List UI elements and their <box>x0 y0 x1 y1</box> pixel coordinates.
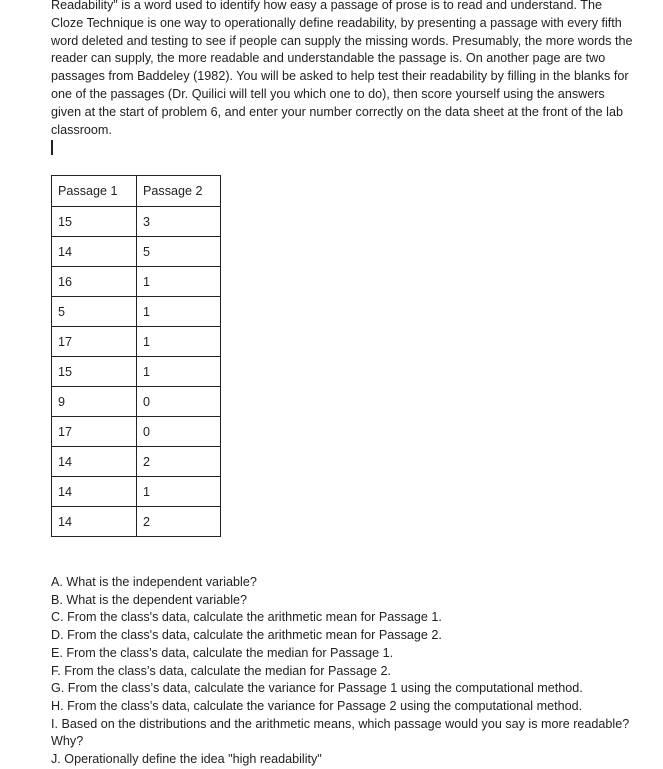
question-h: H. From the class’s data, calculate the variance for Passage 2 using the computational method. <box>51 698 583 713</box>
table-cell: 1 <box>137 357 221 387</box>
question-g: G. From the class’s data, calculate the variance for Passage 1 using the computational method. <box>51 681 583 696</box>
table-row <box>52 447 221 477</box>
table-row <box>52 507 221 537</box>
table-cell: 16 <box>52 267 137 297</box>
table-row <box>52 417 221 447</box>
table-cell: 0 <box>137 387 221 417</box>
passage-scores-table <box>51 175 221 537</box>
question-e: E. From the class’s data, calculate the median for Passage 1. <box>51 645 394 660</box>
table-row <box>52 477 221 507</box>
table-cell: 2 <box>137 447 221 477</box>
question-c: C. From the class's data, calculate the arithmetic mean for Passage 1. <box>51 610 442 625</box>
table-cell: 1 <box>137 297 221 327</box>
table-cell: 14 <box>52 237 137 267</box>
table-cell: 5 <box>137 237 221 267</box>
column-header-passage-1: Passage 1 <box>52 176 137 207</box>
question-f: F. From the class’s data, calculate the median for Passage 2. <box>51 663 391 678</box>
table-row <box>52 327 221 357</box>
table-cell: 14 <box>52 477 137 507</box>
table-cell: 2 <box>137 507 221 537</box>
table-cell: 14 <box>52 507 137 537</box>
table-cell: 1 <box>137 327 221 357</box>
table-cell: 0 <box>137 417 221 447</box>
table-cell: 9 <box>52 387 137 417</box>
question-b: B. What is the dependent variable? <box>51 592 248 607</box>
question-i: I. Based on the distributions and the arithmetic means, which passage would you say is more readable? Why? <box>51 716 630 749</box>
table-header-row <box>52 176 221 207</box>
table-cell: 15 <box>52 357 137 387</box>
table-row <box>52 267 221 297</box>
table-cell: 17 <box>52 327 137 357</box>
table-row <box>52 387 221 417</box>
table-row <box>52 207 221 237</box>
table-row <box>52 297 221 327</box>
table-cell: 1 <box>137 477 221 507</box>
table-cell: 5 <box>52 297 137 327</box>
table-row <box>52 357 221 387</box>
table-cell: 17 <box>52 417 137 447</box>
table-cell: 3 <box>137 207 221 237</box>
intro-paragraph: Readability" is a word used to identify how easy a passage of prose is to read and understand. The Cloze Technique is one way to operationally define readability, by presenting a passage with every fifth word deleted and testing to see if people can supply the missing words. Presumably, the more words the reader can supply, the more readable and understandable the passage is. On another page are two passages from Baddeley (1982). You will be asked to help test their readability by filling in the blanks for one of the passages (Dr. Quilici will tell you which one to do), then score yourself using the answers given at the start of problem 6, and enter your number correctly on the data sheet at the front of the lab classroom. <box>51 0 633 137</box>
questions-list <box>51 574 631 769</box>
table-cell: 14 <box>52 447 137 477</box>
table-cell: 1 <box>137 267 221 297</box>
table-row <box>52 237 221 267</box>
question-a: A. What is the independent variable? <box>51 575 257 589</box>
question-d: D. From the class's data, calculate the arithmetic mean for Passage 2. <box>51 628 442 643</box>
table-cell: 15 <box>52 207 137 237</box>
text-cursor <box>51 140 53 155</box>
question-j: J. Operationally define the idea "high readability" <box>51 752 322 767</box>
column-header-passage-2: Passage 2 <box>137 176 221 207</box>
